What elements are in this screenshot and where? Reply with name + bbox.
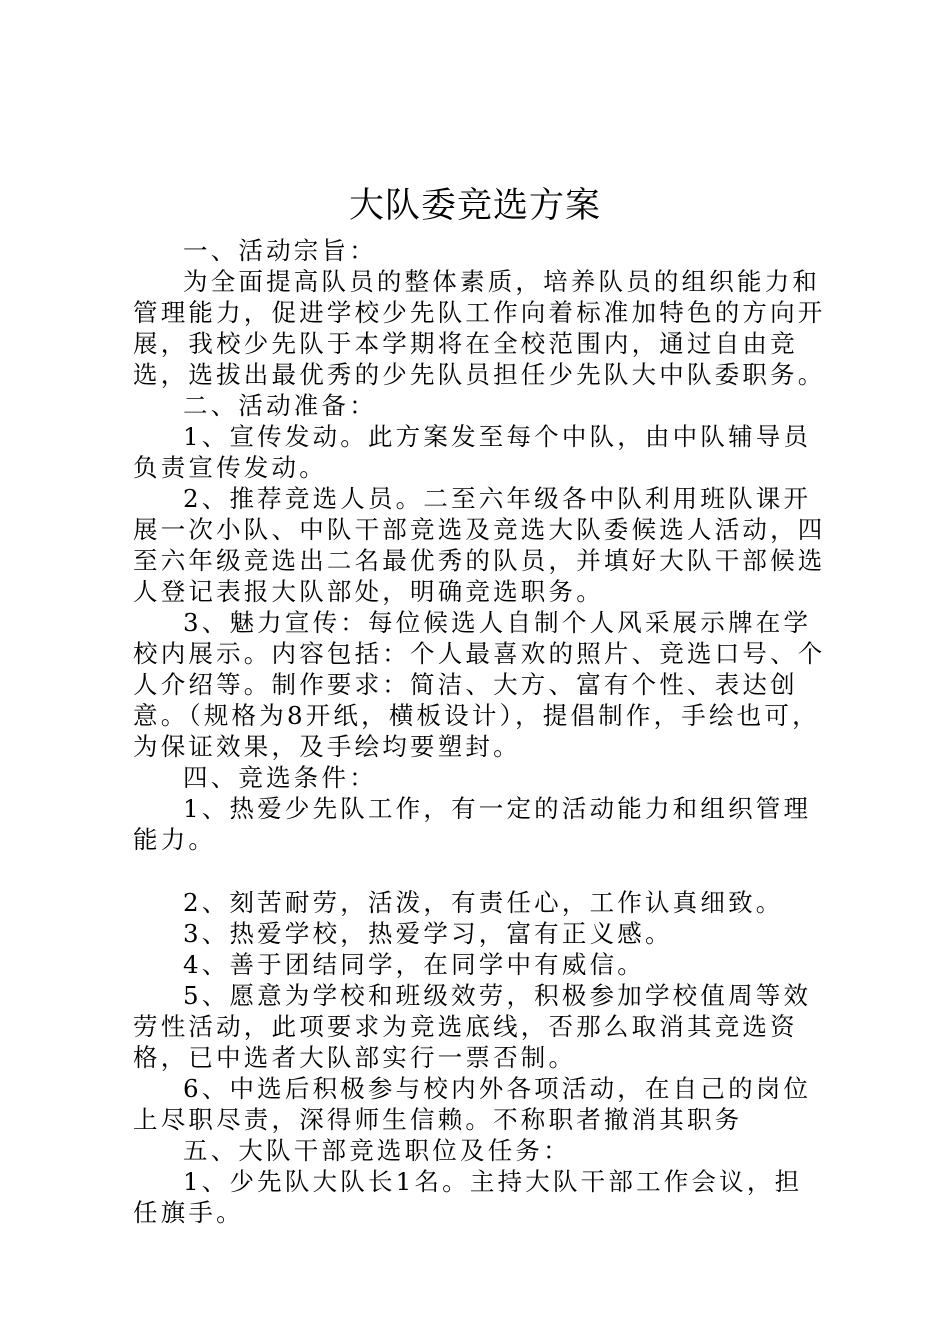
section-heading-preparation: 二、活动准备：: [183, 391, 377, 420]
section-heading-purpose: 一、活动宗旨：: [183, 236, 377, 265]
paragraph-condition-2: 2、刻苦耐劳，活泼，有责任心，工作认真细致。: [183, 888, 784, 917]
paragraph-prep-2: 2、推荐竞选人员。二至六年级各中队利用班队课开展一次小队、中队干部竞选及竞选大队委候选人活动，四至六年级竞选出二名最优秀的队员，并填好大队干部候选人登记表报大队部处，明确竞选职务。: [133, 484, 826, 606]
document-body: [133, 235, 828, 1228]
paragraph-position-1: 1、少先队大队长1名。主持大队干部工作会议，担任旗手。: [133, 1167, 803, 1227]
paragraph-purpose: 为全面提高队员的整体素质，培养队员的组织能力和管理能力，促进学校少先队工作向着标准加特色的方向开展，我校少先队于本学期将在全校范围内，通过自由竞选，选拔出最优秀的少先队员担任少先队大中队委职务。: [133, 267, 826, 389]
paragraph-condition-5: 5、愿意为学校和班级效劳，积极参加学校值周等效劳性活动，此项要求为竞选底线，否那么取消其竞选资格，已中选者大队部实行一票否制。: [133, 981, 812, 1072]
paragraph-condition-6: 6、中选后积极参与校内外各项活动，在自己的岗位上尽职尽责，深得师生信赖。不称职者撤消其职务: [133, 1074, 812, 1134]
paragraph-condition-1: 1、热爱少先队工作，有一定的活动能力和组织管理能力。: [133, 794, 812, 854]
section-heading-positions: 五、大队干部竞选职位及任务：: [183, 1136, 571, 1165]
paragraph-condition-4: 4、善于团结同学，在同学中有威信。: [183, 950, 645, 979]
document-title: 大队委竞选方案: [348, 186, 601, 226]
blank-line: [133, 855, 828, 887]
paragraph-condition-3: 3、热爱学校，热爱学习，富有正义感。: [183, 919, 673, 948]
section-heading-conditions: 四、竞选条件：: [183, 763, 377, 792]
paragraph-prep-1: 1、宣传发动。此方案发至每个中队，由中队辅导员负责宣传发动。: [133, 422, 812, 482]
paragraph-prep-3: 3、魅力宣传：每位候选人自制个人风采展示牌在学校内展示。内容包括：个人最喜欢的照片、竞选口号、个人介绍等。制作要求：简洁、大方、富有个性、表达创意。（规格为8开纸，横板设计），提倡制作，手绘也可，为保证效果，及手绘均要塑封。: [133, 608, 826, 761]
